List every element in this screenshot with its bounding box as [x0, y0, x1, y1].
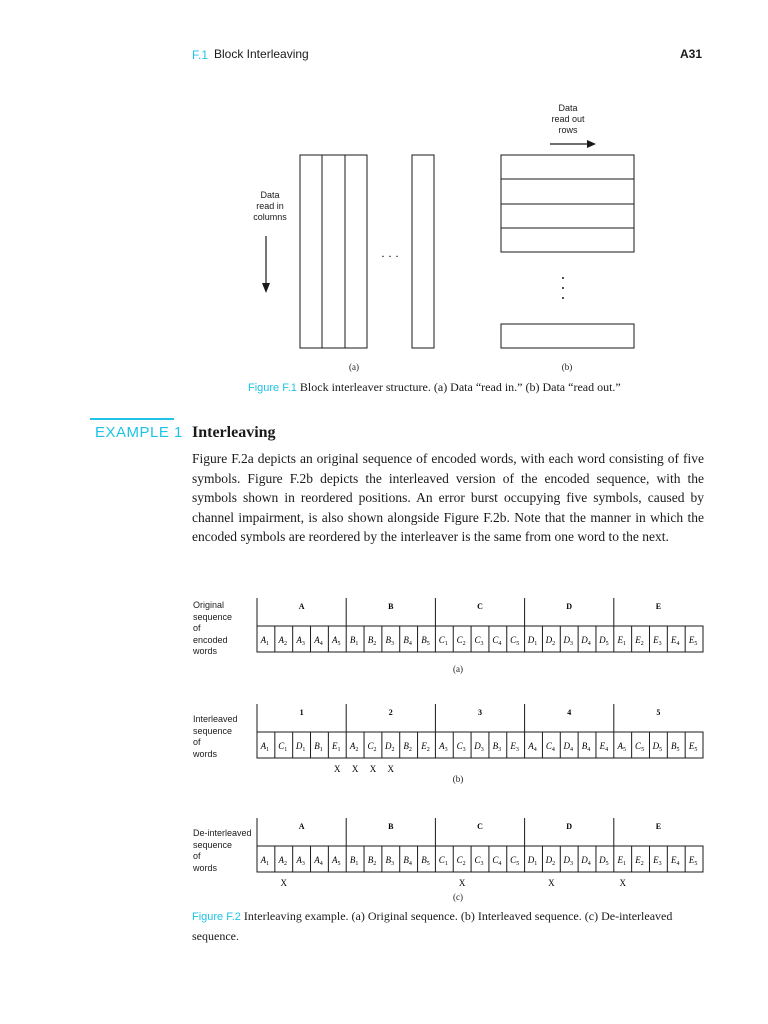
example-paragraph: Figure F.2a depicts an original sequence of encoded words, with each word consisting of five symbols. Figure F.2b depicts the interleaved version of the encoded sequence, with the symbols shown in reordered positions. An error burst occupying five symbols, caused by channel impairment, is also shown alongside Figure F.2b. Note that the manner in which the encoded symbols are reordered by the interleaver is the same from one word to the next.	[192, 451, 704, 544]
row-label-line: of	[193, 737, 201, 747]
symbol-cell: $E_2$	[635, 635, 644, 647]
symbol-cell: $A_3$	[439, 741, 448, 753]
symbol-cell: $C_5$	[510, 855, 520, 867]
symbol-cell: $B_5$	[421, 855, 430, 867]
symbol-cell: $C_3$	[474, 855, 484, 867]
symbol-cell: $B_4$	[581, 741, 591, 753]
example-label: EXAMPLE 1	[95, 424, 183, 441]
symbol-cell: $B_4$	[403, 635, 412, 647]
row-label-line: sequence	[193, 839, 233, 850]
symbol-cell: $D_3$	[563, 855, 573, 867]
symbol-cell: $B_1$	[349, 635, 359, 647]
symbol-cell: $E_3$	[653, 635, 662, 647]
row-label-line: of	[193, 623, 201, 633]
symbol-cell: $E_4$	[670, 635, 680, 647]
error-mark: X	[387, 764, 395, 774]
symbol-cell: $A_5$	[617, 741, 626, 753]
example-title: Interleaving	[192, 424, 276, 441]
row-label-line: of	[193, 851, 201, 861]
symbol-cell: $B_2$	[367, 635, 377, 647]
error-mark: X	[458, 878, 466, 888]
symbol-cell: $C_5$	[510, 635, 520, 647]
group-label: E	[655, 822, 662, 831]
group-label: 1	[299, 708, 304, 717]
symbol-cell: $C_3$	[474, 635, 484, 647]
symbol-cell: $A_1$	[260, 635, 270, 647]
read-in-line-2: read in	[256, 201, 284, 211]
symbol-cell: $B_2$	[367, 855, 377, 867]
page-number: A31	[680, 47, 703, 61]
symbol-cell: $D_5$	[652, 741, 663, 753]
group-label: A	[298, 822, 305, 831]
symbol-cell: $B_1$	[349, 855, 359, 867]
symbol-cell: $D_2$	[385, 741, 395, 753]
read-in-line-3: columns	[253, 212, 287, 222]
symbol-cell: $D_1$	[527, 635, 538, 647]
read-out-line-3: rows	[558, 125, 578, 135]
symbol-cell: $D_2$	[545, 635, 556, 647]
figure-f2-caption-text: Interleaving example. (a) Original sequence. (b) Interleaved sequence. (c) De-interleaved sequence.	[192, 909, 673, 943]
figure-f1-number: Figure F.1	[248, 382, 297, 394]
symbol-cell: $E_5$	[688, 855, 698, 867]
symbol-cell: $A_5$	[332, 855, 341, 867]
symbol-cell: $B_3$	[492, 741, 502, 753]
symbol-cell: $A_4$	[314, 855, 323, 867]
row-label-line: Interleaved	[193, 714, 238, 724]
symbol-cell: $D_4$	[563, 741, 573, 753]
symbol-cell: $B_4$	[403, 855, 412, 867]
symbol-cell: $B_5$	[421, 635, 430, 647]
symbol-cell: $A_4$	[314, 635, 323, 647]
symbol-cell: $D_2$	[545, 855, 556, 867]
symbol-cell: $D_4$	[581, 635, 591, 647]
row-label-line: sequence	[193, 725, 233, 736]
row-label-line: encoded	[193, 634, 228, 645]
symbol-cell: $D_3$	[474, 741, 484, 753]
symbol-cell: $E_2$	[421, 741, 430, 753]
column-ellipsis: · · ·	[381, 249, 399, 263]
group-label: D	[566, 602, 573, 611]
symbol-cell: $A_2$	[349, 741, 359, 753]
figure-f2-number: Figure F.2	[192, 911, 241, 923]
symbol-cell: $A_4$	[528, 741, 537, 753]
figure-f1-caption-text: Block interleaver structure. (a) Data “read in.” (b) Data “read out.”	[299, 380, 621, 394]
symbol-cell: $A_3$	[296, 855, 305, 867]
error-mark: X	[369, 764, 377, 774]
symbol-cell: $D_5$	[599, 855, 609, 867]
symbol-cell: $E_4$	[670, 855, 680, 867]
symbol-cell: $D_1$	[527, 855, 538, 867]
symbol-cell: $E_2$	[635, 855, 644, 867]
symbol-cell: $C_1$	[438, 855, 448, 867]
section-title: Block Interleaving	[214, 47, 309, 61]
symbol-cell: $B_2$	[403, 741, 412, 753]
symbol-cell: $E_5$	[688, 741, 698, 753]
symbol-cell: $B_3$	[385, 855, 395, 867]
symbol-cell: $B_3$	[385, 635, 395, 647]
group-label: B	[388, 602, 394, 611]
read-out-line-2: read out	[551, 114, 585, 124]
group-label: C	[477, 602, 483, 611]
row-label-line: Original	[193, 600, 225, 610]
group-label: B	[388, 822, 394, 831]
symbol-cell: $B_5$	[670, 741, 680, 753]
group-label: 5	[656, 708, 661, 717]
figure-f2-sublabel-a: (a)	[453, 664, 463, 674]
figure-f1-sublabel-a: (a)	[349, 362, 359, 372]
symbol-cell: $C_4$	[545, 741, 555, 753]
section-number: F.1	[192, 48, 209, 62]
symbol-cell: $D_5$	[599, 635, 609, 647]
symbol-cell: $E_4$	[599, 741, 609, 753]
symbol-cell: $D_4$	[581, 855, 591, 867]
symbol-cell: $A_3$	[296, 635, 305, 647]
symbol-cell: $E_1$	[617, 635, 626, 647]
figure-f2-sublabel-c: (c)	[453, 892, 463, 902]
symbol-cell: $D_1$	[295, 741, 306, 753]
row-label-line: De-interleaved	[193, 828, 252, 838]
row-label-line: words	[193, 862, 218, 873]
group-label: 3	[478, 708, 482, 717]
group-label: D	[566, 822, 573, 831]
read-out-line-1: Data	[558, 103, 578, 113]
symbol-cell: $C_2$	[456, 635, 466, 647]
read-in-line-1: Data	[260, 190, 280, 200]
symbol-cell: $E_3$	[653, 855, 662, 867]
error-mark: X	[548, 878, 555, 888]
symbol-cell: $A_2$	[278, 635, 288, 647]
symbol-cell: $A_1$	[260, 855, 270, 867]
group-label: 2	[388, 708, 393, 717]
error-mark: X	[334, 764, 341, 774]
symbol-cell: $C_5$	[635, 741, 645, 753]
error-mark: X	[280, 878, 288, 888]
symbol-cell: $C_1$	[438, 635, 448, 647]
error-mark: X	[351, 764, 359, 774]
figure-f2-caption	[192, 907, 707, 946]
group-label: A	[298, 602, 305, 611]
symbol-cell: $E_1$	[617, 855, 626, 867]
row-label-line: words	[193, 748, 218, 759]
symbol-cell: $A_1$	[260, 741, 270, 753]
group-label: C	[477, 822, 483, 831]
symbol-cell: $D_3$	[563, 635, 573, 647]
figure-f1-sublabel-b: (b)	[561, 362, 573, 372]
symbol-cell: $B_1$	[314, 741, 323, 753]
symbol-cell: $C_2$	[456, 855, 466, 867]
symbol-cell: $C_2$	[367, 741, 377, 753]
row-label-line: sequence	[193, 611, 233, 622]
symbol-cell: $E_1$	[332, 741, 341, 753]
symbol-cell: $C_1$	[278, 741, 288, 753]
symbol-cell: $E_5$	[688, 635, 698, 647]
symbol-cell: $A_2$	[278, 855, 288, 867]
symbol-cell: $A_5$	[332, 635, 341, 647]
symbol-cell: $C_4$	[492, 855, 502, 867]
group-label: E	[655, 602, 662, 611]
symbol-cell: $C_3$	[456, 741, 466, 753]
error-mark: X	[619, 878, 626, 888]
symbol-cell: $C_4$	[492, 635, 502, 647]
group-label: 4	[567, 708, 572, 717]
row-label-line: words	[193, 646, 218, 656]
figure-f2-sublabel-b: (b)	[452, 774, 464, 784]
symbol-cell: $E_3$	[510, 741, 519, 753]
